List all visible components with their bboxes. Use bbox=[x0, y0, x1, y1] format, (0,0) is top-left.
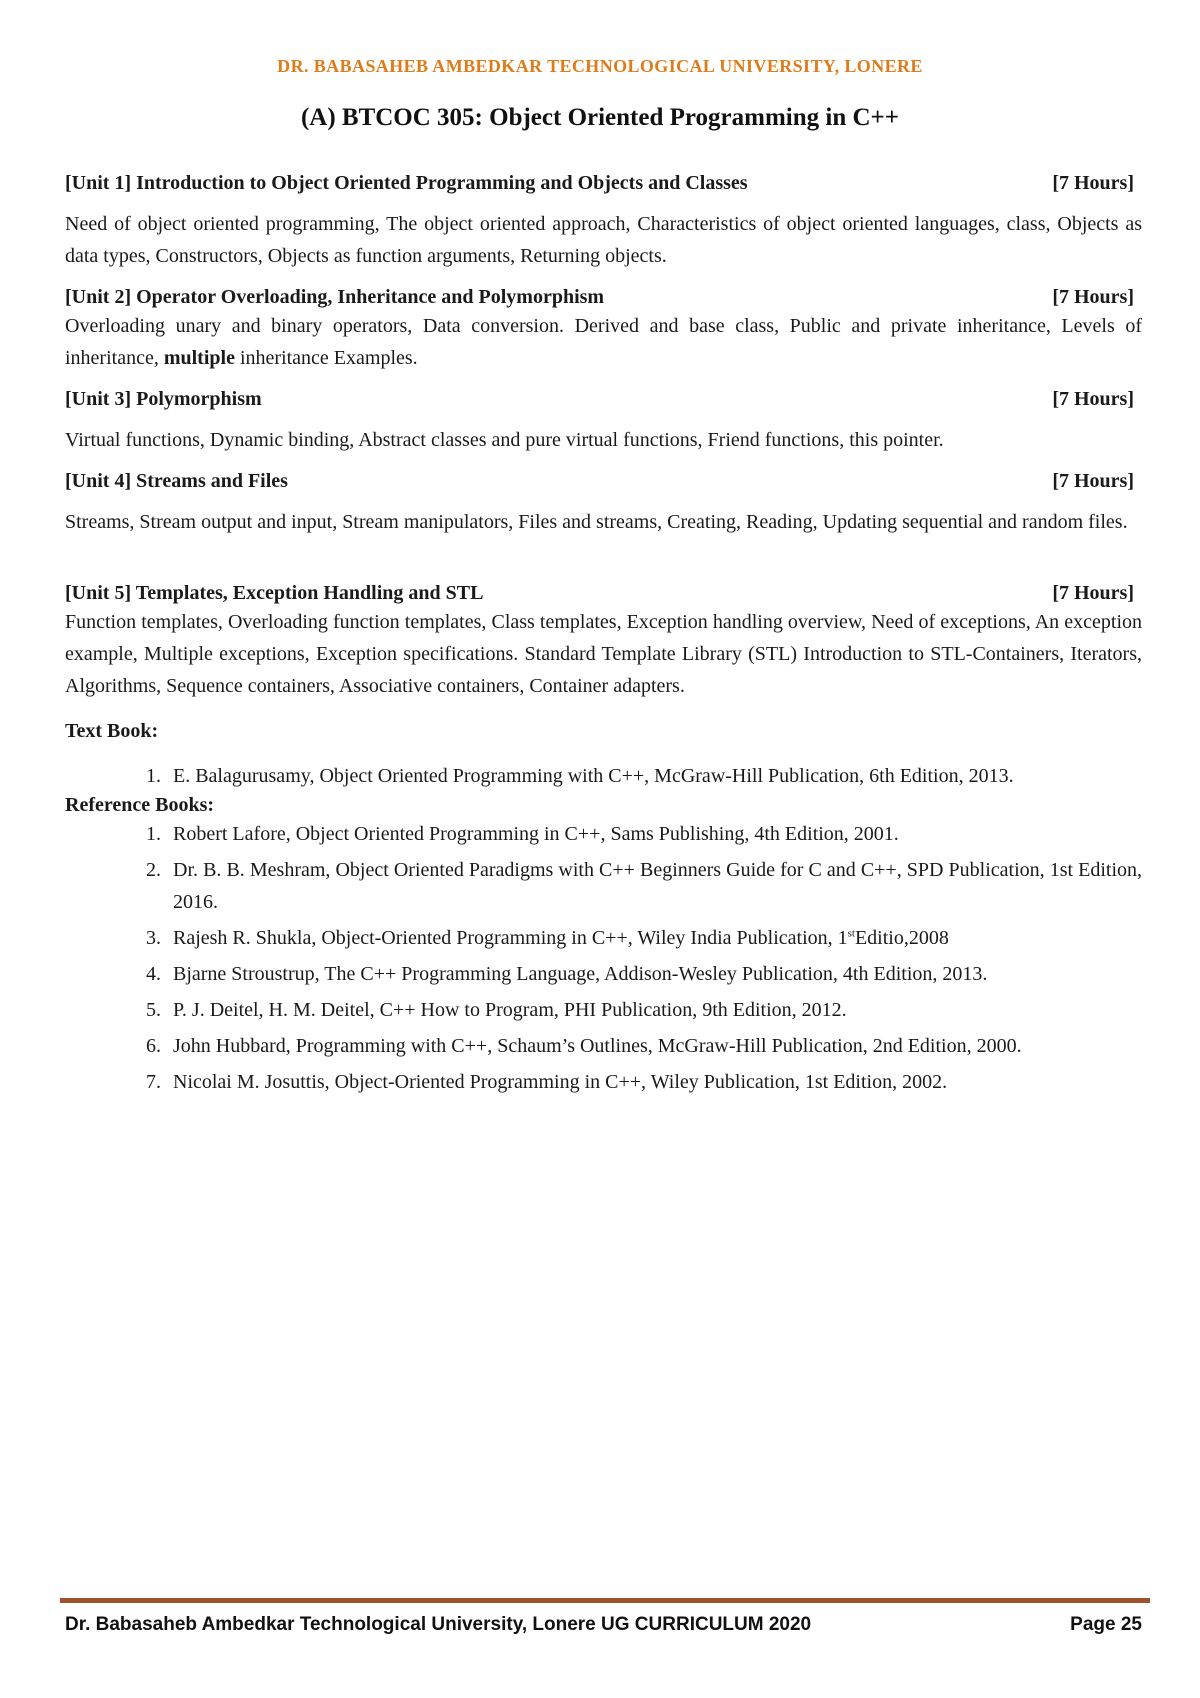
text-book-title: Text Book: bbox=[65, 720, 159, 742]
list-item: 2. Dr. B. B. Meshram, Object Oriented Paradigms with C++ Beginners Guide for C and C++, SPD Publication, 1st Edition, 2016. bbox=[146, 859, 1142, 913]
reference-book-list bbox=[65, 818, 1142, 1098]
unit-2-hours: [7 Hours] bbox=[1052, 286, 1134, 308]
unit-1-label: [Unit 1] Introduction to Object Oriented Programming and Objects and Classes bbox=[65, 172, 748, 194]
list-item: 4. Bjarne Stroustrup, The C++ Programming Language, Addison-Wesley Publication, 4th Edition, 2013. bbox=[146, 963, 988, 985]
unit-4-label: [Unit 4] Streams and Files bbox=[65, 470, 288, 492]
list-item: 7. Nicolai M. Josuttis, Object-Oriented Programming in C++, Wiley Publication, 1st Edition, 2002. bbox=[146, 1071, 948, 1093]
text-book-list bbox=[65, 760, 1142, 792]
unit-3-hours: [7 Hours] bbox=[1052, 388, 1134, 410]
list-item: 5. P. J. Deitel, H. M. Deitel, C++ How to Program, PHI Publication, 9th Edition, 2012. bbox=[146, 999, 847, 1021]
list-item: 6. John Hubbard, Programming with C++, Schaum’s Outlines, McGraw-Hill Publication, 2nd Edition, 2000. bbox=[146, 1035, 1022, 1057]
footer-divider bbox=[60, 1598, 1150, 1603]
unit-3-heading bbox=[65, 386, 1142, 412]
unit-1-content: Need of object oriented programming, The object oriented approach, Characteristics of object oriented languages, class, Objects as data types, Constructors, Objects as function arguments, Returning objects. bbox=[65, 213, 1142, 267]
unit-5-content: Function templates, Overloading function templates, Class templates, Exception handling overview, Need of exceptions, An exception example, Multiple exceptions, Exception specifications. Standard Template Library (STL) Introduction to STL-Containers, Iterators, Algorithms, Sequence containers, Associative containers, Container adapters. bbox=[65, 611, 1142, 697]
course-title: (A) BTCOC 305: Object Oriented Programming in C++ bbox=[300, 104, 900, 131]
bold-term: multiple bbox=[163, 347, 235, 369]
syllabus-content bbox=[65, 170, 1142, 1098]
page-footer bbox=[65, 1614, 1142, 1636]
unit-2-heading bbox=[65, 284, 1142, 310]
unit-2-label: [Unit 2] Operator Overloading, Inheritance and Polymorphism bbox=[65, 286, 605, 308]
unit-5-label: [Unit 5] Templates, Exception Handling and STL bbox=[65, 582, 484, 604]
page-number: Page 25 bbox=[1070, 1614, 1142, 1635]
unit-4-hours: [7 Hours] bbox=[1052, 470, 1134, 492]
unit-4-content: Streams, Stream output and input, Stream manipulators, Files and streams, Creating, Reading, Updating sequential and random files. bbox=[65, 511, 1128, 533]
unit-5-heading bbox=[65, 580, 1142, 606]
footer-text: Dr. Babasaheb Ambedkar Technological University, Lonere UG CURRICULUM 2020 bbox=[65, 1614, 812, 1635]
list-item: 3. Rajesh R. Shukla, Object-Oriented Programming in C++, Wiley India Publication, 1stEditio,2008 bbox=[146, 927, 949, 949]
university-header: DR. BABASAHEB AMBEDKAR TECHNOLOGICAL UNIVERSITY, LONERE bbox=[277, 56, 923, 76]
unit-3-label: [Unit 3] Polymorphism bbox=[65, 388, 262, 410]
unit-4-heading bbox=[65, 468, 1142, 494]
unit-5-hours: [7 Hours] bbox=[1052, 582, 1134, 604]
unit-1-heading bbox=[65, 170, 1142, 196]
reference-books-title: Reference Books: bbox=[65, 794, 215, 816]
list-item: 1. E. Balagurusamy, Object Oriented Programming with C++, McGraw-Hill Publication, 6th Edition, 2013. bbox=[146, 765, 1014, 787]
unit-1-hours: [7 Hours] bbox=[1052, 172, 1134, 194]
list-item: 1. Robert Lafore, Object Oriented Programming in C++, Sams Publishing, 4th Edition, 2001. bbox=[146, 823, 899, 845]
unit-3-content: Virtual functions, Dynamic binding, Abstract classes and pure virtual functions, Friend functions, this pointer. bbox=[65, 429, 944, 451]
unit-2-content: Overloading unary and binary operators, Data conversion. Derived and base class, Public and private inheritance, Levels of inheritance, multiple inheritance Examples. bbox=[65, 315, 1142, 369]
